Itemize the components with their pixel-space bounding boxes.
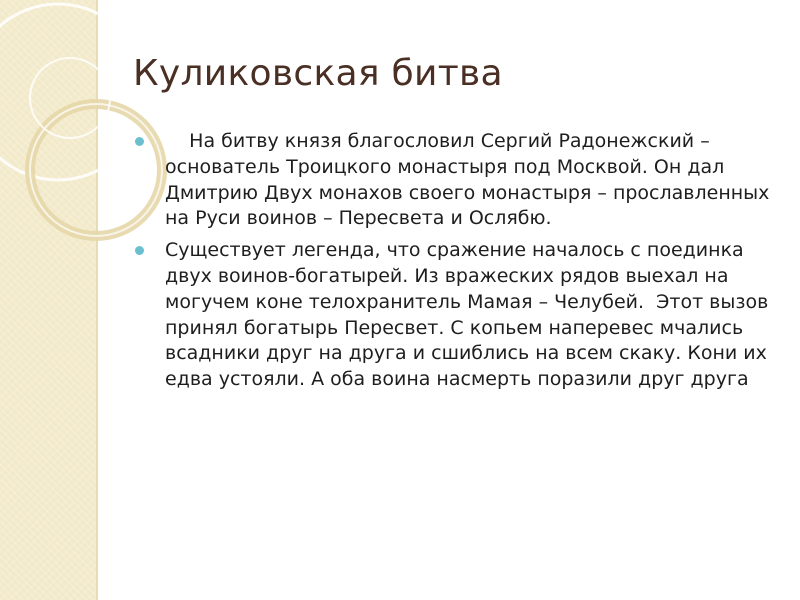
bullet-dot-icon bbox=[135, 246, 144, 255]
bullet-list bbox=[133, 129, 778, 399]
bullet-text: На битву князя благословил Сергий Радонежский – основатель Троицкого монастыря под Москвой. Он дал Дмитрию Двух монахов своего монастыря – прославленных на Руси воинов – Пересвета и Ослябю. bbox=[165, 130, 776, 230]
list-item bbox=[133, 129, 778, 232]
bullet-text: Существует легенда, что сражение началось с поединка двух воинов-богатырей. Из вражеских рядов выехал на могучем коне телохранитель Мамая – Челубей. Этот вызов принял богатырь Пересвет. С копьем наперевес мчались всадники друг на друга и сшиблись на всем скаку. Кони их едва устояли. А оба воина насмерть поразили друг друга bbox=[165, 239, 775, 391]
decorative-side-band bbox=[0, 0, 96, 600]
band-divider bbox=[96, 0, 98, 600]
bullet-dot-icon bbox=[135, 137, 144, 146]
slide-title: Куликовская битва bbox=[133, 53, 503, 94]
list-item bbox=[133, 238, 778, 393]
